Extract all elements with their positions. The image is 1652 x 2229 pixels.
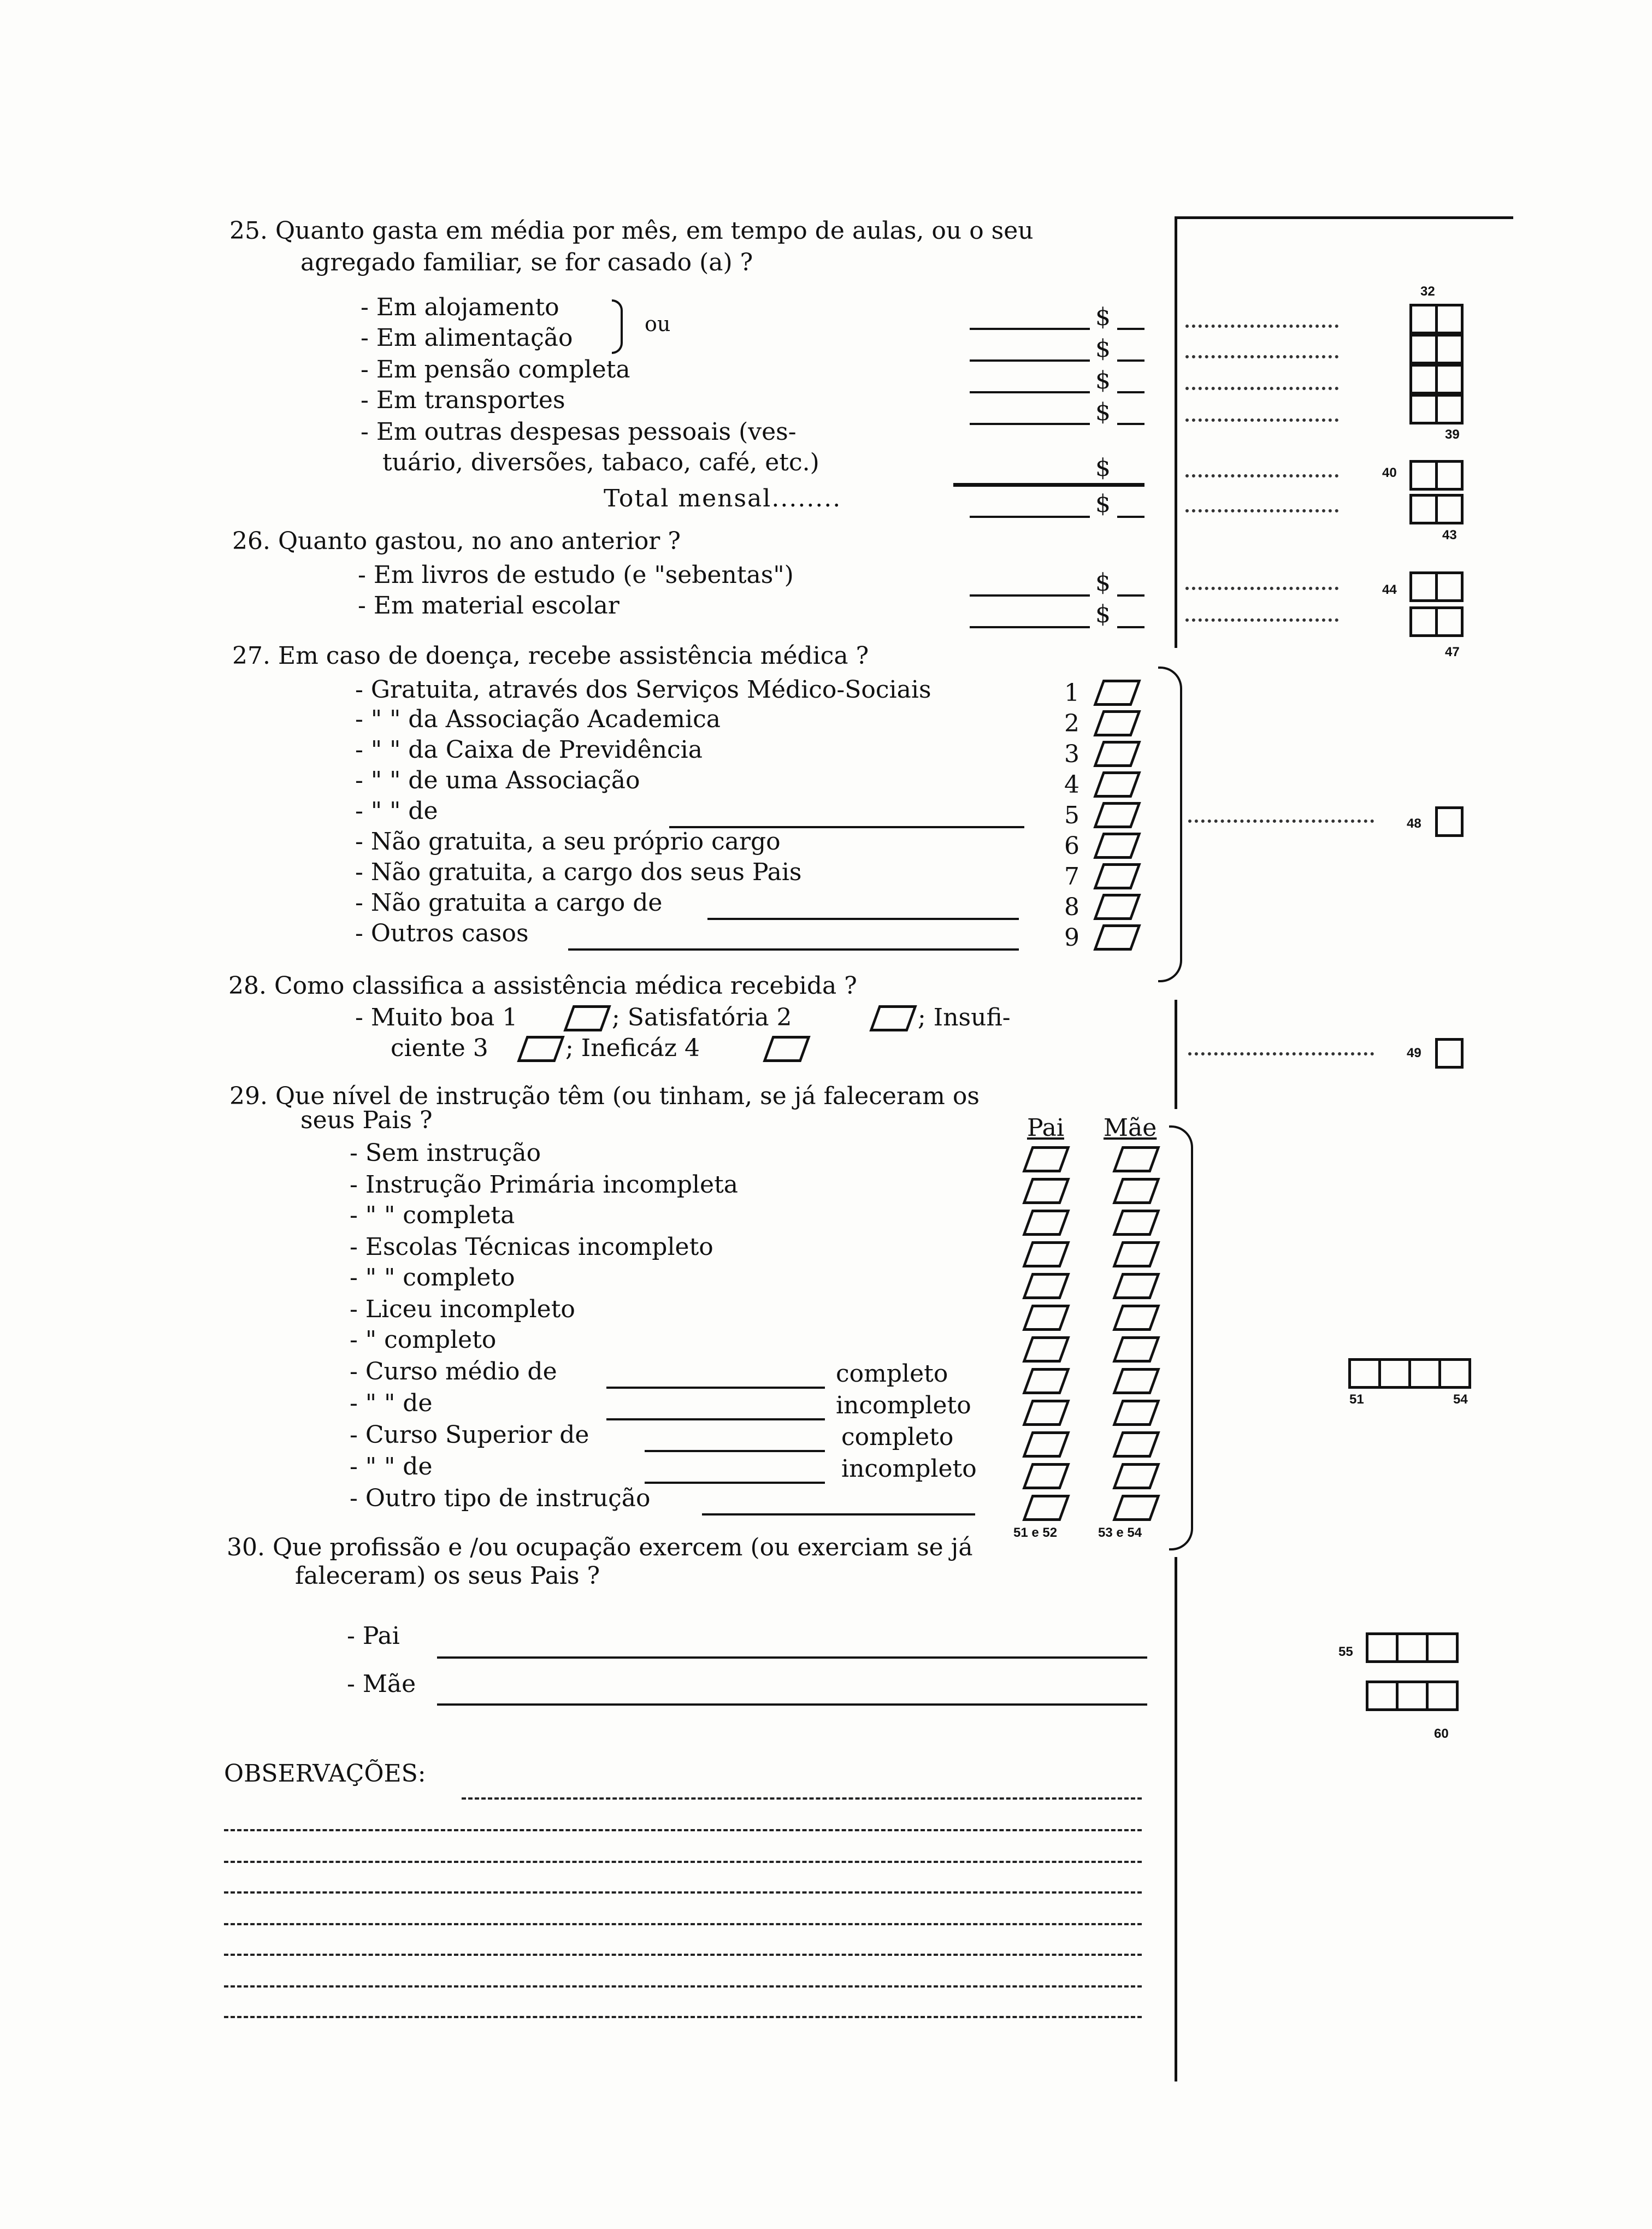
amount-line[interactable] <box>970 391 1090 393</box>
q27-checkbox-6[interactable] <box>1093 833 1141 859</box>
observacoes-line[interactable] <box>224 1954 1142 1956</box>
option-number: 9 <box>1064 924 1079 952</box>
q27-item-9-field[interactable] <box>568 948 1019 951</box>
code-box[interactable] <box>1409 494 1438 524</box>
leader-dots <box>1185 387 1338 390</box>
q30-title-line-2: faleceram) os seus Pais ? <box>295 1562 600 1590</box>
amount-line[interactable] <box>970 516 1090 518</box>
q29-item-10-suffix: completo <box>841 1423 954 1451</box>
amount-line[interactable] <box>970 626 1090 628</box>
code-box[interactable] <box>1426 1632 1459 1663</box>
code-box[interactable] <box>1396 1632 1429 1663</box>
amount-line[interactable] <box>970 359 1090 362</box>
q29-mae-checkbox[interactable] <box>1112 1210 1160 1236</box>
code-40: 40 <box>1382 465 1397 480</box>
observacoes-line[interactable] <box>224 1891 1142 1894</box>
code-box[interactable] <box>1409 606 1438 637</box>
code-box[interactable] <box>1435 494 1464 524</box>
q29-title-line-2: seus Pais ? <box>300 1106 433 1134</box>
q27-item-3: - " " da Caixa de Previdência <box>355 736 703 764</box>
q29-item-8: - Curso médio de <box>350 1358 557 1385</box>
leader-dots <box>1185 418 1338 422</box>
q29-mae-checkbox[interactable] <box>1112 1178 1160 1204</box>
q29-pai-checkbox[interactable] <box>1022 1368 1070 1394</box>
q26-item-livros: - Em livros de estudo (e "sebentas") <box>358 561 794 589</box>
q29-col-pai: Pai <box>1027 1114 1064 1142</box>
q29-item-10: - Curso Superior de <box>350 1421 589 1449</box>
option-number: 8 <box>1064 893 1079 921</box>
observacoes-line[interactable] <box>224 1923 1142 1925</box>
q25-item-pensao: - Em pensão completa <box>361 356 630 384</box>
q28-checkbox-3[interactable] <box>517 1036 564 1062</box>
code-box[interactable] <box>1366 1632 1399 1663</box>
q27-item-9: - Outros casos <box>355 919 529 947</box>
q29-mae-checkbox[interactable] <box>1112 1495 1160 1521</box>
code-60: 60 <box>1434 1726 1449 1741</box>
q27-checkbox-5[interactable] <box>1093 802 1141 828</box>
amount-line[interactable] <box>1117 594 1144 597</box>
leader-dots <box>1185 474 1338 477</box>
code-box[interactable] <box>1378 1358 1411 1389</box>
q29-mae-checkbox[interactable] <box>1112 1146 1160 1172</box>
q27-checkbox-1[interactable] <box>1093 680 1141 706</box>
q29-item-5: - " " completo <box>350 1264 515 1292</box>
amount-line[interactable] <box>953 483 1144 487</box>
currency-sign: $ <box>1095 367 1111 394</box>
q29-item-4: - Escolas Técnicas incompleto <box>350 1233 713 1261</box>
q29-item-1: - Sem instrução <box>350 1139 541 1167</box>
q29-item-11-suffix: incompleto <box>841 1455 977 1483</box>
code-box[interactable] <box>1409 394 1438 424</box>
q28-line-2b: ; Ineficáz 4 <box>565 1034 700 1062</box>
code-55: 55 <box>1338 1644 1353 1659</box>
q26-title: 26. Quanto gastou, no ano anterior ? <box>232 527 681 555</box>
q27-item-6: - Não gratuita, a seu próprio cargo <box>355 828 781 856</box>
code-box[interactable] <box>1409 304 1438 334</box>
q29-pai-checkbox[interactable] <box>1022 1273 1070 1299</box>
q29-pai-checkbox[interactable] <box>1022 1305 1070 1331</box>
currency-sign: $ <box>1095 569 1111 597</box>
code-box[interactable] <box>1409 334 1438 364</box>
code-44: 44 <box>1382 582 1397 597</box>
q29-item-9: - " " de <box>350 1389 433 1417</box>
code-box[interactable] <box>1408 1358 1441 1389</box>
leader-dots <box>1185 355 1338 358</box>
amount-line[interactable] <box>970 594 1090 597</box>
code-box[interactable] <box>1435 460 1464 491</box>
q29-pai-checkbox[interactable] <box>1022 1431 1070 1458</box>
q30-title-line-1: 30. Que profissão e /ou ocupação exercem (ou exerciam se já <box>227 1534 973 1561</box>
code-box[interactable] <box>1435 606 1464 637</box>
code-box[interactable] <box>1366 1680 1399 1711</box>
q25-item-outras-1: - Em outras despesas pessoais (ves- <box>361 418 796 446</box>
observacoes-line[interactable] <box>224 1829 1142 1831</box>
q30-pai-label: - Pai <box>347 1622 400 1650</box>
q25-total: Total mensal........ <box>604 485 842 512</box>
q29-pai-checkbox[interactable] <box>1022 1400 1070 1426</box>
q28-checkbox-4[interactable] <box>763 1036 810 1062</box>
observacoes-line[interactable] <box>224 1985 1142 1988</box>
margin-vertical-rule-2 <box>1175 1000 1177 1109</box>
leader-dots <box>1185 325 1338 328</box>
code-box[interactable] <box>1435 1038 1464 1069</box>
amount-line[interactable] <box>970 328 1090 330</box>
code-box[interactable] <box>1409 460 1438 491</box>
q25-title-line-1: 25. Quanto gasta em média por mês, em tempo de aulas, ou o seu <box>229 217 1034 245</box>
observacoes-line[interactable] <box>224 2016 1142 2018</box>
q27-checkbox-3[interactable] <box>1093 741 1141 767</box>
q29-item-6: - Liceu incompleto <box>350 1295 575 1323</box>
q29-item-12: - Outro tipo de instrução <box>350 1484 651 1512</box>
q29-mae-checkbox[interactable] <box>1112 1273 1160 1299</box>
q27-item-8-field[interactable] <box>707 918 1019 920</box>
margin-vertical-rule-1 <box>1175 216 1177 648</box>
q27-brace <box>1158 667 1182 982</box>
leader-dots <box>1185 509 1338 512</box>
q30-mae-label: - Mãe <box>347 1670 416 1698</box>
currency-sign: $ <box>1095 335 1111 363</box>
q29-pai-checkbox[interactable] <box>1022 1178 1070 1204</box>
leader-dots <box>1188 819 1374 823</box>
option-number: 7 <box>1064 863 1079 891</box>
leader-dots <box>1188 1052 1374 1055</box>
leader-dots <box>1185 587 1338 590</box>
q27-item-4: - " " de uma Associação <box>355 766 640 794</box>
amount-line[interactable] <box>1117 391 1144 393</box>
q25-title-line-2: agregado familiar, se for casado (a) ? <box>300 249 753 276</box>
q29-pai-checkbox[interactable] <box>1022 1336 1070 1363</box>
q25-item-alojamento: - Em alojamento <box>361 293 559 321</box>
amount-line[interactable] <box>1117 626 1144 628</box>
q29-item-9-suffix: incompleto <box>836 1391 971 1419</box>
code-48: 48 <box>1407 816 1421 831</box>
q27-checkbox-7[interactable] <box>1093 863 1141 889</box>
currency-sign: $ <box>1095 600 1111 628</box>
q26-item-material: - Em material escolar <box>358 592 620 620</box>
code-54: 54 <box>1453 1392 1468 1407</box>
code-box[interactable] <box>1348 1358 1381 1389</box>
amount-line[interactable] <box>970 423 1090 425</box>
code-51: 51 <box>1349 1392 1364 1407</box>
q29-item-12-field[interactable] <box>702 1513 975 1516</box>
q29-mae-checkbox[interactable] <box>1112 1305 1160 1331</box>
q28-checkbox-2[interactable] <box>869 1005 917 1031</box>
option-number: 5 <box>1064 801 1079 829</box>
q29-item-3: - " " completa <box>350 1201 515 1229</box>
q29-mae-checkbox[interactable] <box>1112 1368 1160 1394</box>
q27-checkbox-9[interactable] <box>1093 924 1141 951</box>
q28-line-1b: ; Satisfatória 2 <box>612 1004 792 1031</box>
code-47: 47 <box>1445 645 1460 659</box>
code-box[interactable] <box>1435 304 1464 334</box>
amount-line[interactable] <box>1117 516 1144 518</box>
currency-sign: $ <box>1095 454 1111 482</box>
q29-pai-checkbox[interactable] <box>1022 1210 1070 1236</box>
option-number: 6 <box>1064 832 1079 860</box>
observacoes-line[interactable] <box>462 1797 1142 1800</box>
q25-item-alimentacao: - Em alimentação <box>361 324 573 352</box>
q30-pai-field[interactable] <box>437 1656 1147 1659</box>
observacoes-label: OBSERVAÇÕES: <box>224 1760 426 1788</box>
code-box[interactable] <box>1409 364 1438 394</box>
code-box[interactable] <box>1409 571 1438 602</box>
q25-item-outras-2: tuário, diversões, tabaco, café, etc.) <box>382 449 819 476</box>
q29-mae-checkbox[interactable] <box>1112 1463 1160 1489</box>
q25-brace-ou: ou <box>645 312 671 336</box>
q29-mae-code: 53 e 54 <box>1098 1525 1142 1540</box>
q27-item-5: - " " de <box>355 797 438 825</box>
q29-mae-checkbox[interactable] <box>1112 1241 1160 1267</box>
option-number: 4 <box>1064 771 1079 799</box>
q28-title: 28. Como classifica a assistência médica recebida ? <box>228 972 857 1000</box>
option-number: 2 <box>1064 710 1079 738</box>
code-box[interactable] <box>1426 1680 1459 1711</box>
amount-line[interactable] <box>1117 423 1144 425</box>
q28-line-1a: - Muito boa 1 <box>355 1004 518 1031</box>
q27-item-7: - Não gratuita, a cargo dos seus Pais <box>355 858 802 886</box>
q29-pai-code: 51 e 52 <box>1013 1525 1058 1540</box>
q28-checkbox-1[interactable] <box>563 1005 611 1031</box>
q28-line-2a: ciente 3 <box>391 1034 488 1062</box>
q30-mae-field[interactable] <box>437 1703 1147 1706</box>
q27-item-2: - " " da Associação Academica <box>355 705 721 733</box>
code-39: 39 <box>1445 427 1460 442</box>
q29-item-9-field[interactable] <box>606 1418 825 1420</box>
q27-item-8: - Não gratuita a cargo de <box>355 889 663 917</box>
q25-item-transportes: - Em transportes <box>361 386 565 414</box>
q29-item-7: - " completo <box>350 1326 497 1354</box>
q28-line-1c: ; Insufi- <box>918 1004 1011 1031</box>
currency-sign: $ <box>1095 398 1111 426</box>
observacoes-line[interactable] <box>224 1861 1142 1863</box>
option-number: 1 <box>1064 679 1079 707</box>
q29-mae-checkbox[interactable] <box>1112 1431 1160 1458</box>
q27-checkbox-2[interactable] <box>1093 710 1141 736</box>
q29-brace <box>1169 1125 1193 1550</box>
q27-title: 27. Em caso de doença, recebe assistência médica ? <box>232 642 869 670</box>
margin-top-rule <box>1175 216 1513 219</box>
q27-checkbox-8[interactable] <box>1093 894 1141 920</box>
q27-item-1: - Gratuita, através dos Serviços Médico-Sociais <box>355 676 931 704</box>
q29-item-8-suffix: completo <box>836 1360 948 1388</box>
q27-checkbox-4[interactable] <box>1093 771 1141 798</box>
q29-pai-checkbox[interactable] <box>1022 1463 1070 1489</box>
margin-vertical-rule-3 <box>1175 1557 1177 2081</box>
code-43: 43 <box>1442 528 1457 542</box>
q25-brace <box>612 299 623 354</box>
q29-item-11-field[interactable] <box>645 1482 825 1484</box>
q29-mae-checkbox[interactable] <box>1112 1400 1160 1426</box>
code-box[interactable] <box>1396 1680 1429 1711</box>
code-box[interactable] <box>1435 334 1464 364</box>
code-box[interactable] <box>1435 806 1464 837</box>
q29-pai-checkbox[interactable] <box>1022 1146 1070 1172</box>
q29-title-line-1: 29. Que nível de instrução têm (ou tinham, se já faleceram os <box>229 1082 980 1110</box>
amount-line[interactable] <box>1117 359 1144 362</box>
code-box[interactable] <box>1435 394 1464 424</box>
q29-mae-checkbox[interactable] <box>1112 1336 1160 1363</box>
code-box[interactable] <box>1438 1358 1471 1389</box>
q29-item-10-field[interactable] <box>645 1450 825 1452</box>
q29-pai-checkbox[interactable] <box>1022 1241 1070 1267</box>
code-box[interactable] <box>1435 364 1464 394</box>
code-box[interactable] <box>1435 571 1464 602</box>
code-32: 32 <box>1420 284 1435 299</box>
amount-line[interactable] <box>1117 328 1144 330</box>
q29-item-2: - Instrução Primária incompleta <box>350 1171 739 1199</box>
option-number: 3 <box>1064 740 1079 768</box>
q29-item-11: - " " de <box>350 1453 433 1481</box>
currency-sign: $ <box>1095 303 1111 331</box>
leader-dots <box>1185 618 1338 622</box>
q29-pai-checkbox[interactable] <box>1022 1495 1070 1521</box>
q29-col-mae: Mãe <box>1104 1114 1157 1142</box>
q29-item-8-field[interactable] <box>606 1387 825 1389</box>
code-49: 49 <box>1407 1046 1421 1060</box>
currency-sign: $ <box>1095 490 1111 518</box>
